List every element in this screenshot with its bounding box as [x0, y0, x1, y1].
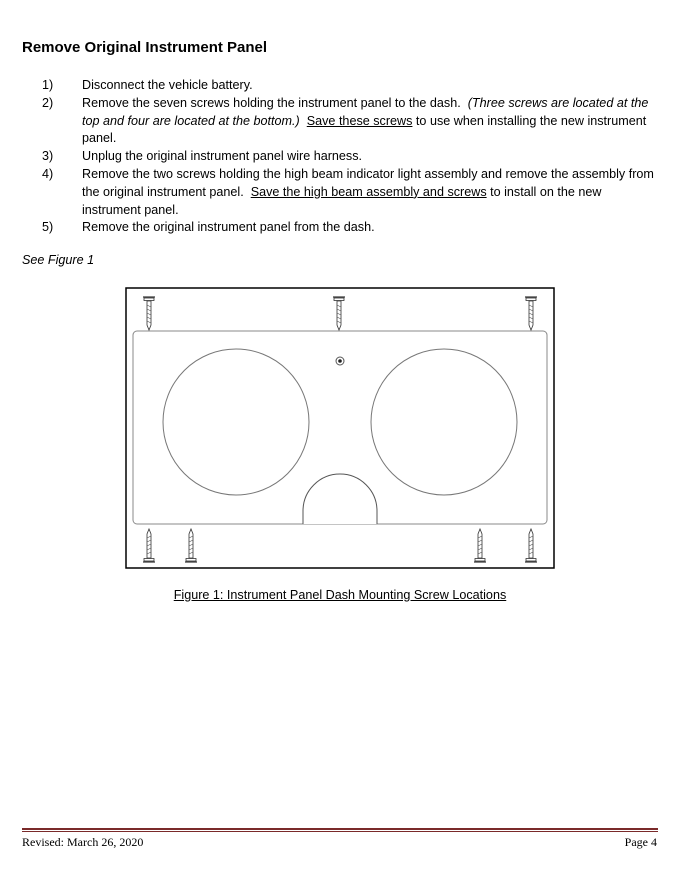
step-text: [82, 95, 660, 148]
step-note-italic: (Three screws are located at the top and four are located at the bottom.): [82, 95, 652, 128]
step-text-part: to install on the new instrument panel.: [82, 184, 605, 217]
step-gap: [300, 114, 307, 128]
step-4: [22, 166, 662, 219]
step-text-part: to use when installing the new instrument panel.: [82, 113, 650, 146]
step-text: [82, 166, 660, 219]
instrument-panel-figure: [125, 287, 555, 569]
step-text: [82, 77, 660, 95]
steps-list: [22, 77, 662, 237]
figure-caption: Figure 1: Instrument Panel Dash Mounting Screw Locations: [173, 588, 507, 602]
step-text-part: Remove the seven screws holding the instrument panel to the dash.: [82, 95, 468, 110]
step-emphasis: Save the high beam assembly and screws: [250, 184, 487, 199]
footer-rule: [22, 828, 658, 830]
step-1: [22, 77, 662, 95]
step-text: [82, 219, 660, 237]
section-heading: Remove Original Instrument Panel: [22, 39, 268, 56]
high-beam-indicator-center: [338, 359, 342, 363]
step-text: [82, 148, 660, 166]
step-2: [22, 95, 662, 148]
step-emphasis: Save these screws: [306, 113, 413, 128]
footer-rule-thin: [22, 831, 658, 832]
step-text-part: Remove the original instrument panel from the dash.: [82, 220, 375, 235]
revision-date: Revised: March 26, 2020: [22, 835, 144, 849]
page-number: Page 4: [624, 835, 657, 849]
step-5: [22, 219, 662, 237]
step-number: 1): [42, 78, 54, 92]
step-number: 3): [42, 149, 54, 164]
step-text-part: Unplug the original instrument panel wire harness.: [82, 149, 363, 164]
step-number: 2): [42, 95, 54, 110]
step-number: 4): [42, 166, 54, 181]
step-text-part: Disconnect the vehicle battery.: [82, 78, 253, 92]
step-3: [22, 148, 662, 166]
figure-frame: [126, 288, 554, 568]
figure-reference: See Figure 1: [22, 253, 95, 267]
step-number: 5): [42, 220, 54, 235]
step-text-part: Remove the two screws holding the high beam indicator light assembly and remove the assembly from the original instrument panel.: [82, 166, 658, 199]
